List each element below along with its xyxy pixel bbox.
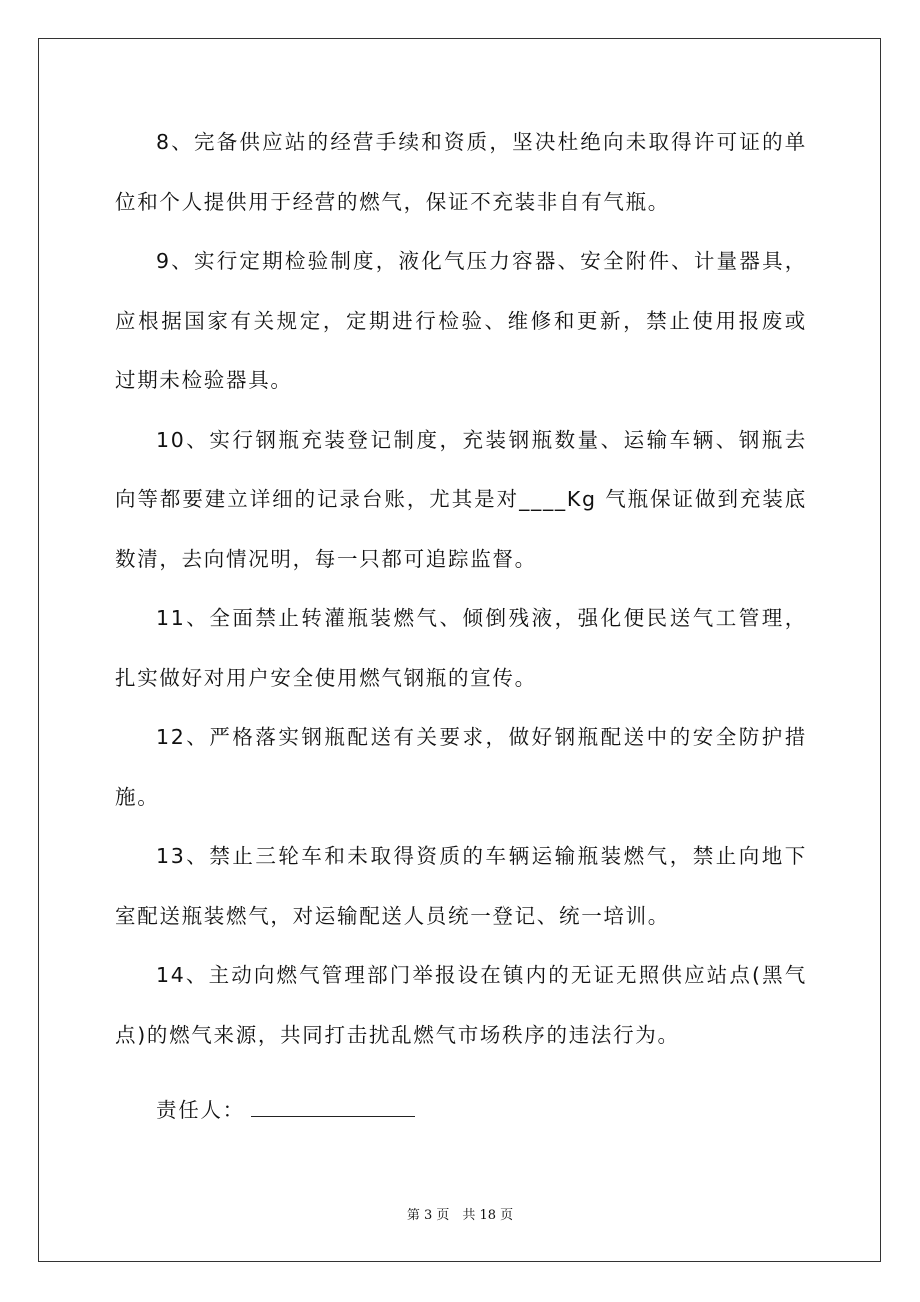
paragraph-12 xyxy=(115,708,807,827)
text-line: 10、实行钢瓶充装登记制度，充装钢瓶数量、运输车辆、钢瓶去 xyxy=(156,427,807,452)
signature-blank xyxy=(251,1096,415,1117)
document-body xyxy=(115,113,807,1065)
paragraph-9 xyxy=(115,232,807,411)
text-line: 14、主动向燃气管理部门举报设在镇内的无证无照供应站点(黑气 xyxy=(156,963,807,987)
paragraph-11 xyxy=(115,589,807,708)
page-footer: 第 3 页 共 18 页 xyxy=(406,1208,514,1223)
text-line: 位和个人提供用于经营的燃气，保证不充装非自有气瓶。 xyxy=(115,189,670,214)
paragraph-10 xyxy=(115,411,807,590)
text-line: 应根据国家有关规定，定期进行检验、维修和更新，禁止使用报废或 xyxy=(115,308,807,333)
paragraph-8 xyxy=(115,113,807,232)
paragraph-13 xyxy=(115,827,807,946)
text-line: 数清，去向情况明，每一只都可追踪监督。 xyxy=(115,546,537,571)
text-line: 11、全面禁止转灌瓶装燃气、倾倒残液，强化便民送气工管理， xyxy=(156,606,807,630)
text-line: 点)的燃气来源，共同打击扰乱燃气市场秩序的违法行为。 xyxy=(115,1022,680,1047)
text-line: 室配送瓶装燃气，对运输配送人员统一登记、统一培训。 xyxy=(115,903,670,928)
text-line: 9、实行定期检验制度，液化气压力容器、安全附件、计量器具， xyxy=(156,249,807,273)
text-line: 施。 xyxy=(115,784,160,809)
text-line: 13、禁止三轮车和未取得资质的车辆运输瓶装燃气，禁止向地下 xyxy=(156,844,807,868)
paragraph-14 xyxy=(115,946,807,1065)
text-line: 扎实做好对用户安全使用燃气钢瓶的宣传。 xyxy=(115,665,537,690)
signer-line xyxy=(156,1090,415,1130)
signer-label: 责任人： xyxy=(156,1098,245,1122)
text-line: 过期未检验器具。 xyxy=(115,368,293,392)
text-line: 12、严格落实钢瓶配送有关要求，做好钢瓶配送中的安全防护措 xyxy=(156,725,807,749)
text-line: 8、完备供应站的经营手续和资质，坚决杜绝向未取得许可证的单 xyxy=(156,130,807,154)
text-line: 向等都要建立详细的记录台账，尤其是对____Kg 气瓶保证做到充装底 xyxy=(115,487,807,511)
